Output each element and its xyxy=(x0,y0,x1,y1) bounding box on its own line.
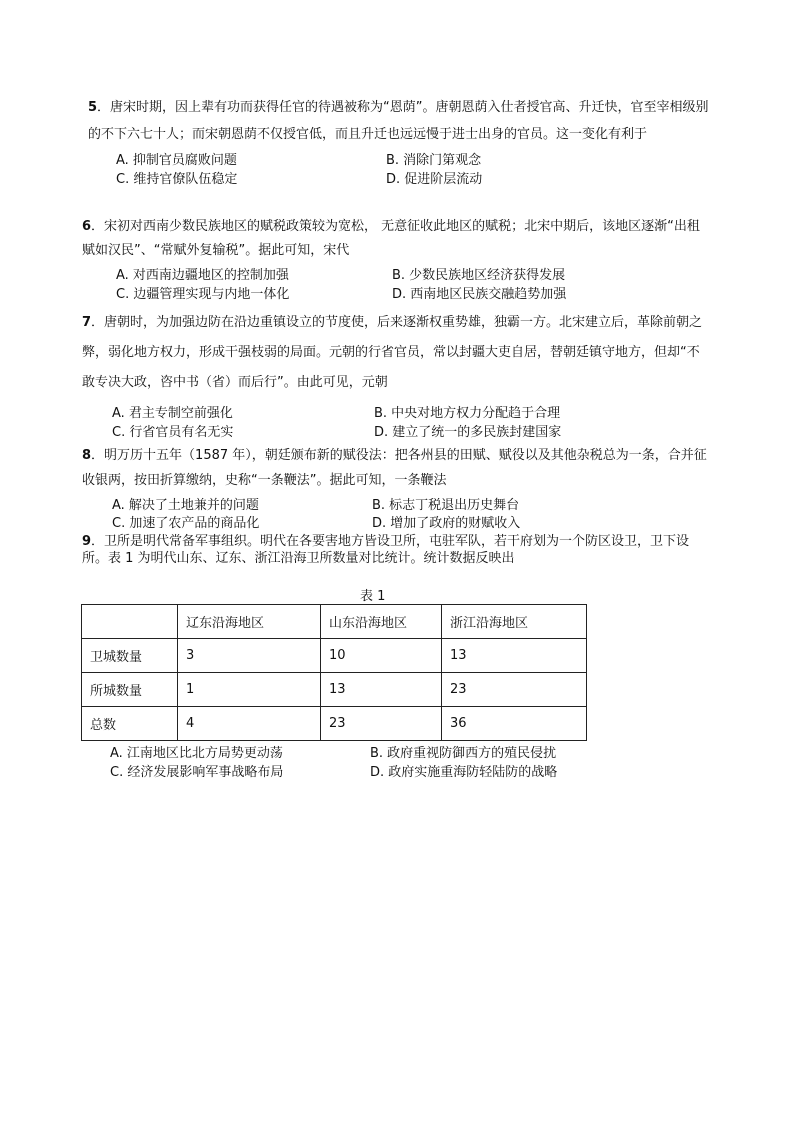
question-9-options xyxy=(82,744,710,782)
option-c[interactable]: C. 行省官员有名无实 xyxy=(112,425,234,440)
table-cell: 3 xyxy=(178,639,321,673)
question-5 xyxy=(88,94,710,189)
question-number: 9 xyxy=(82,534,92,549)
option-d[interactable]: D. 西南地区民族交融趋势加强 xyxy=(392,287,567,302)
options xyxy=(82,744,710,782)
table-cell: 36 xyxy=(442,707,587,741)
options xyxy=(82,496,710,534)
option-d[interactable]: D. 增加了政府的财赋收入 xyxy=(372,516,521,531)
question-stem: 5．唐宋时期，因上辈有功而获得任官的待遇被称为“恩荫”。唐朝恩荫入仕者授官高、升迁快，官至宰相级别的不下六七十人；而宋朝恩荫不仅授官低，而且升迁也远远慢于进士出身的官员。这一变化有利于 xyxy=(88,100,709,142)
option-d[interactable]: D. 促进阶层流动 xyxy=(386,172,483,187)
option-d[interactable]: D. 建立了统一的多民族封建国家 xyxy=(374,425,562,440)
option-c[interactable]: C. 经济发展影响军事战略布局 xyxy=(110,765,284,780)
option-a[interactable]: A. 抑制官员腐败问题 xyxy=(116,153,237,168)
option-c[interactable]: C. 边疆管理实现与内地一体化 xyxy=(116,287,290,302)
option-a[interactable]: A. 君主专制空前强化 xyxy=(112,406,233,421)
table-row xyxy=(82,673,587,707)
table-row xyxy=(82,639,587,673)
table-cell: 1 xyxy=(178,673,321,707)
question-stem: 8．明万历十五年（1587 年），朝廷颁布新的赋役法：把各州县的田赋、赋役以及其他杂税总为一条，合并征收银两，按田折算缴纳，史称“一条鞭法”。据此可知，一条鞭法 xyxy=(82,448,707,488)
option-b[interactable]: B. 中央对地方权力分配趋于合理 xyxy=(374,406,561,421)
option-b[interactable]: B. 少数民族地区经济获得发展 xyxy=(392,268,566,283)
table-cell: 13 xyxy=(321,673,442,707)
table-cell: 卫城数量 xyxy=(82,639,178,673)
option-c[interactable]: C. 加速了农产品的商品化 xyxy=(112,516,260,531)
option-a[interactable]: A. 解决了土地兼并的问题 xyxy=(112,498,259,513)
question-7 xyxy=(82,308,710,442)
table-cell: 13 xyxy=(442,639,587,673)
table-row xyxy=(82,707,587,741)
option-b[interactable]: B. 政府重视防御西方的殖民侵扰 xyxy=(370,746,557,761)
option-b[interactable]: B. 消除门第观念 xyxy=(386,153,482,168)
options xyxy=(82,266,710,304)
table-caption: 表 1 xyxy=(360,589,386,604)
table-header-cell xyxy=(82,605,178,639)
table-cell: 总数 xyxy=(82,707,178,741)
question-stem: 6．宋初对西南少数民族地区的赋税政策较为宽松， 无意征收此地区的赋税；北宋中期后，该地区逐渐“出租赋如汉民”、“常赋外复输税”。据此可知，宋代 xyxy=(82,219,700,258)
options xyxy=(82,404,710,442)
options xyxy=(88,151,710,189)
question-number: 5 xyxy=(88,100,98,115)
table-header-cell: 山东沿海地区 xyxy=(321,605,442,639)
statistics-table xyxy=(81,604,587,741)
question-stem: 7．唐朝时，为加强边防在沿边重镇设立的节度使，后来逐渐权重势雄，独霸一方。北宋建立后，革除前朝之弊，弱化地方权力，形成干强枝弱的局面。元朝的行省官员，常以封疆大吏自居，替朝廷镇守地方，但却“不敢专决大政，咨中书（省）而后行”。由此可见，元朝 xyxy=(82,315,703,390)
option-a[interactable]: A. 江南地区比北方局势更动荡 xyxy=(110,746,283,761)
question-6 xyxy=(82,215,710,304)
table-cell: 4 xyxy=(178,707,321,741)
table-cell: 所城数量 xyxy=(82,673,178,707)
option-a[interactable]: A. 对西南边疆地区的控制加强 xyxy=(116,268,289,283)
question-8 xyxy=(82,443,710,534)
question-number: 7 xyxy=(82,315,92,330)
question-stem: 9．卫所是明代常备军事组织。明代在各要害地方皆设卫所，屯驻军队，若干府划为一个防区设卫，卫下设所。表 1 为明代山东、辽东、浙江沿海卫所数量对比统计。统计数据反映出 xyxy=(82,534,690,566)
question-number: 8 xyxy=(82,448,92,463)
option-b[interactable]: B. 标志丁税退出历史舞台 xyxy=(372,498,520,513)
question-9 xyxy=(82,533,710,567)
table-header-row xyxy=(82,605,587,639)
table-cell: 10 xyxy=(321,639,442,673)
option-d[interactable]: D. 政府实施重海防轻陆防的战略 xyxy=(370,765,558,780)
table-cell: 23 xyxy=(321,707,442,741)
table-header-cell: 浙江沿海地区 xyxy=(442,605,587,639)
question-number: 6 xyxy=(82,219,92,234)
table-header-cell: 辽东沿海地区 xyxy=(178,605,321,639)
table-cell: 23 xyxy=(442,673,587,707)
option-c[interactable]: C. 维持官僚队伍稳定 xyxy=(116,172,238,187)
